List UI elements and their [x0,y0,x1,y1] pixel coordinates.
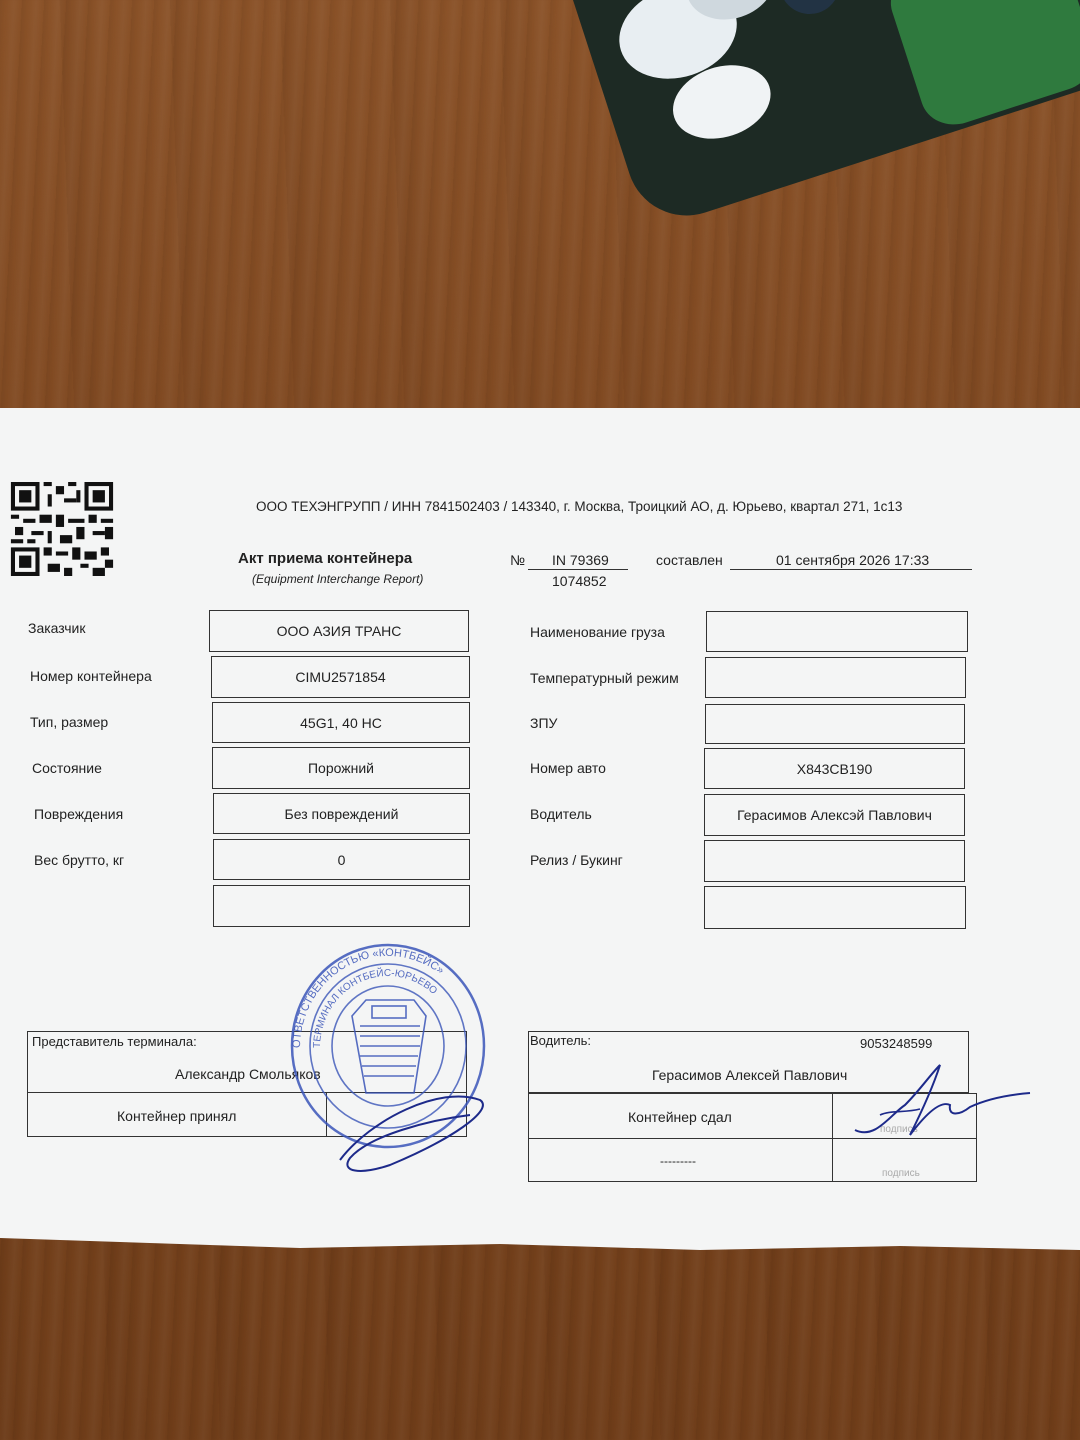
stamp-outer-text: ОТВЕТСТВЕННОСТЬЮ «КОНТБЕЙС» [290,946,447,1049]
document-number: IN 79369 [552,552,609,568]
composed-label: составлен [656,552,723,568]
terminal-signature [330,1080,500,1180]
composed-date: 01 сентября 2026 17:33 [776,552,930,568]
field-value-cargo-name [706,611,968,652]
driver-label: Водитель: [530,1033,592,1048]
document-title: Акт приема контейнера [238,550,413,567]
terminal-accepted-label: Контейнер принял [117,1108,237,1124]
field-value-gross-weight: 0 [213,839,470,880]
field-value-container-number: CIMU2571854 [211,656,470,698]
field-value-damage: Без повреждений [213,793,470,834]
driver-signature [850,1055,1035,1150]
driver-handed-label: Контейнер сдал [628,1109,732,1125]
driver-dashes: --------- [660,1154,696,1168]
driver-name: Герасимов Алексей Павлович [652,1067,848,1083]
field-label-driver: Водитель [530,806,592,822]
date-underline [730,569,972,570]
field-value-condition: Порожний [212,747,470,789]
field-label-container-number: Номер контейнера [30,668,152,684]
stamp-inner-text: ТЕРМИНАЛ КОНТБЕЙС-ЮРЬЕВО [311,967,439,1049]
driver-phone: 9053248599 [860,1036,933,1051]
field-value-extra-right [704,886,966,929]
field-value-driver: Герасимов Алексэй Павлович [704,794,965,836]
field-label-release-booking: Релиз / Букинг [530,852,623,868]
driver-block-vdivider [832,1093,833,1182]
signature-hint-2: подпись [882,1168,920,1179]
field-label-seal: ЗПУ [530,715,558,731]
field-label-cargo-name: Наименование груза [530,624,665,640]
qr-code [10,482,114,576]
mousepad [560,0,1080,231]
terminal-rep-label: Представитель терминала: [32,1034,197,1049]
field-value-vehicle-number: Х843СВ190 [704,748,965,789]
field-value-seal [705,704,965,744]
field-value-extra-left [213,885,470,927]
field-label-condition: Состояние [32,760,102,776]
company-line: ООО ТЕХЭНГРУПП / ИНН 7841502403 / 143340, г. Москва, Троицкий АО, д. Юрьево, квартал 271, 1с13 [256,499,903,514]
field-label-damage: Повреждения [34,806,124,822]
field-label-type-size: Тип, размер [30,714,109,730]
terminal-rep-name: Александр Смольяков [175,1066,321,1082]
field-label-gross-weight: Вес брутто, кг [34,852,125,868]
number-label: № [510,552,526,568]
field-label-temperature: Температурный режим [530,670,679,686]
field-value-type-size: 45G1, 40 HC [212,702,470,743]
field-value-customer: ООО АЗИЯ ТРАНС [209,610,469,652]
field-label-customer: Заказчик [28,620,86,636]
field-label-vehicle-number: Номер авто [530,760,606,776]
signature-hint: подпись [880,1124,918,1135]
field-value-release-booking [704,840,965,882]
document-subtitle: (Equipment Interchange Report) [252,572,424,586]
document-number-sub: 1074852 [552,573,607,589]
number-underline [528,569,628,570]
field-value-temperature [705,657,966,698]
